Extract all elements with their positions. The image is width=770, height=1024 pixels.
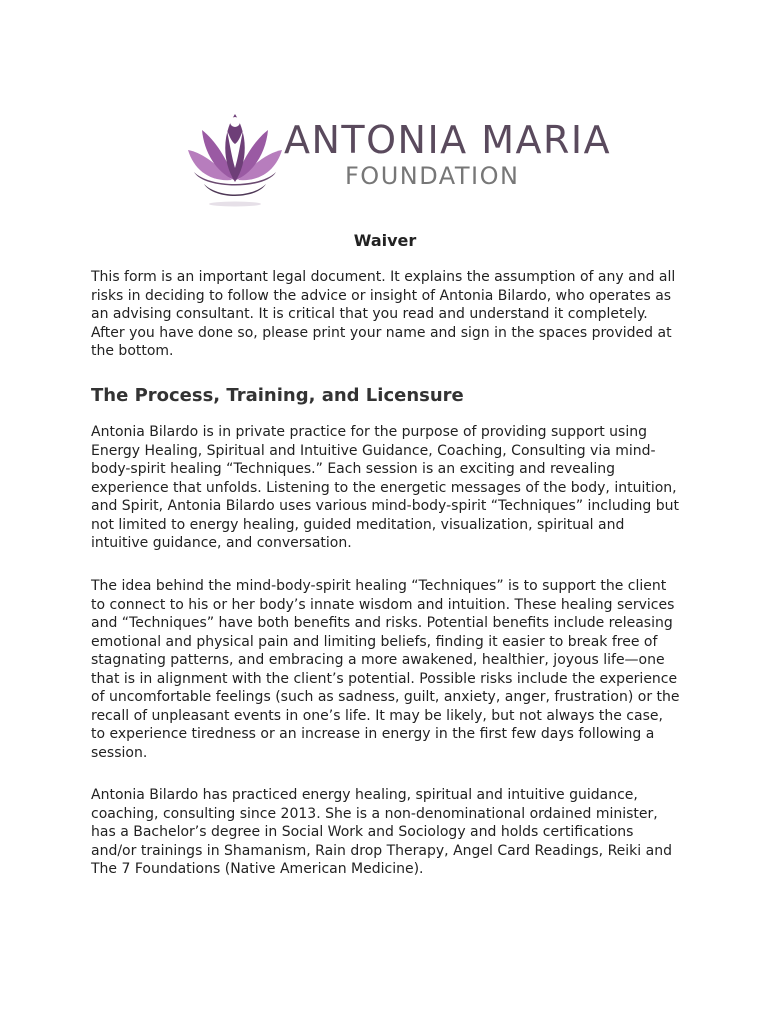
logo-subtitle: FOUNDATION bbox=[345, 162, 520, 190]
paragraph-practice: Antonia Bilardo is in private practice for the purpose of providing support using Energy Healing, Spiritual and Intuitive Guidance, Coaching, Consulting via mind-body-spirit healing “Techniques.” Each session is an exciting and revealing experience that unfolds. Listening to the energetic messages of the body, intuition, and Spirit, Antonia Bilardo uses various mind-body-spirit “Techniques” including but not limited to energy healing, guided meditation, visualization, spiritual and intuitive guidance, and conversation. bbox=[91, 424, 679, 551]
page-title: Waiver bbox=[353, 231, 417, 250]
section-heading: The Process, Training, and Licensure bbox=[91, 385, 464, 406]
paragraph-techniques: The idea behind the mind-body-spirit healing “Techniques” is to support the client to connect to his or her body’s innate wisdom and intuition. These healing services and “Techniques” have both benefits and risks. Potential benefits include releasing emotional and physical pain and limiting beliefs, finding it easier to break free of stagnating patterns, and embracing a more awakened, healthier, joyous life—one that is in alignment with the client’s potential. Possible risks include the experience of uncomfortable feelings (such as sadness, guilt, anxiety, anger, frustration) or the recall of unpleasant events in one’s life. It may be likely, but not always the case, to experience tiredness or an increase in energy in the first few days following a session. bbox=[91, 578, 680, 761]
paragraph-training: Antonia Bilardo has practiced energy healing, spiritual and intuitive guidance, coaching, consulting since 2013. She is a non-denominational ordained minister, has a Bachelor’s degree in Social Work and Sociology and holds certifications and/or trainings in Shamanism, Rain drop Therapy, Angel Card Readings, Reiki and The 7 Foundations (Native American Medicine). bbox=[91, 787, 672, 877]
logo-name: ANTONIA MARIA bbox=[284, 118, 612, 162]
foundation-logo bbox=[180, 100, 612, 210]
lotus-icon bbox=[180, 100, 290, 210]
intro-paragraph: This form is an important legal document. It explains the assumption of any and all risks in deciding to follow the advice or insight of Antonia Bilardo, who operates as an advising consultant. It is critical that you read and understand it completely. After you have done so, please print your name and sign in the spaces provided at the bottom. bbox=[91, 269, 676, 359]
